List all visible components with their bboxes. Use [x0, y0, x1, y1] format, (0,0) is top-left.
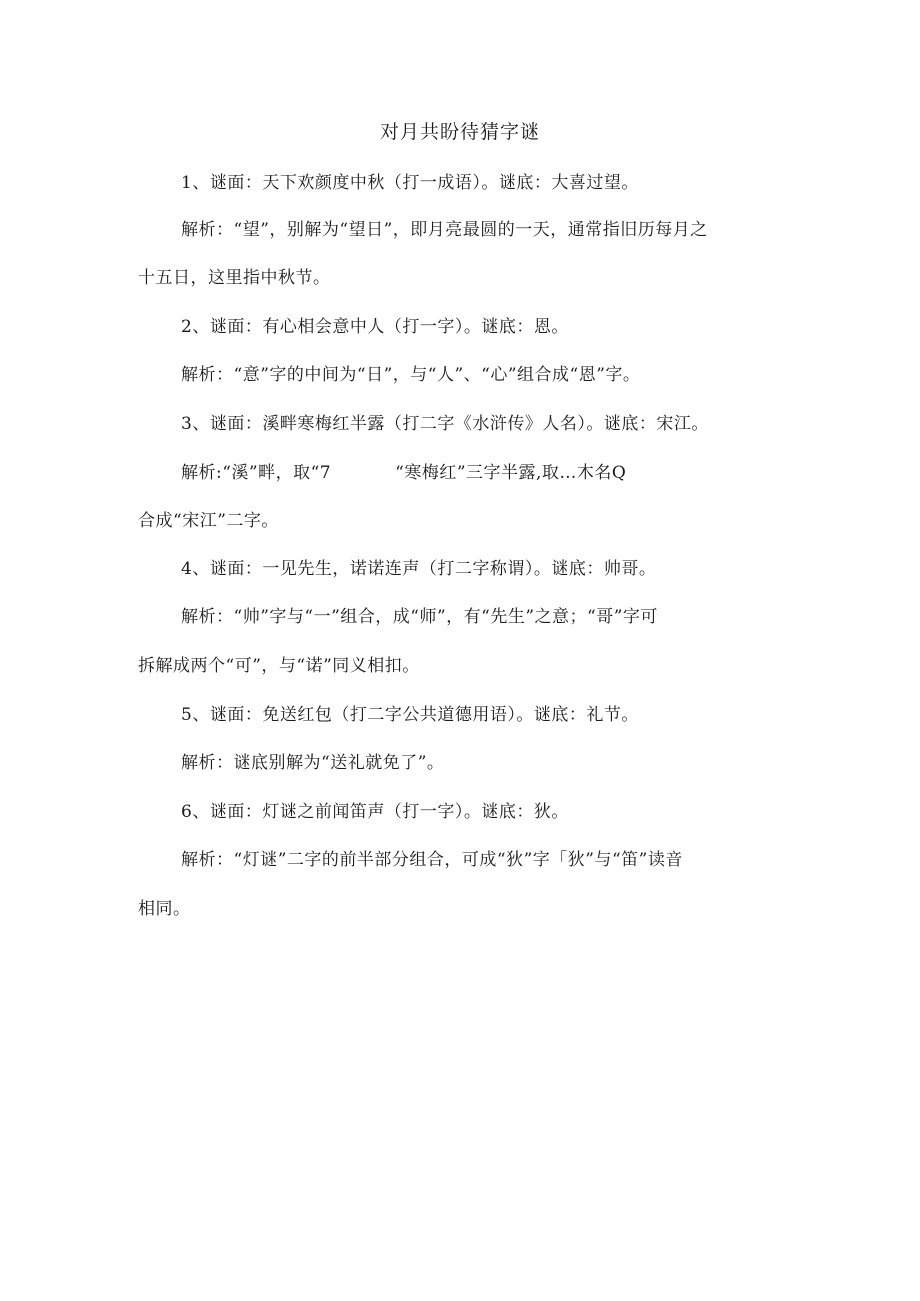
- riddle-4-question: 4、谜面：一见先生，诺诺连声（打二字称谓）。谜底：帅哥。: [181, 559, 657, 579]
- riddle-2-question: 2、谜面：有心相会意中人（打一字）。谜底：恩。: [181, 317, 569, 337]
- riddle-3-explanation-part-a: 解析:“溪”畔，取“7: [181, 463, 332, 483]
- riddle-6-question: 6、谜面：灯谜之前闻笛声（打一字）。谜底：狄。: [181, 802, 569, 822]
- riddle-4-explanation-cont: 拆解成两个“可”，与“诺”同义相扣。: [138, 656, 420, 676]
- riddle-3-explanation: [181, 460, 626, 486]
- document-title: 对月共盼待猜字谜: [379, 121, 540, 143]
- riddle-4-explanation: 解析：“帅”字与“一”组合，成“师”，有“先生”之意；“哥”字可: [181, 607, 658, 627]
- riddle-6-explanation-cont: 相同。: [138, 899, 191, 919]
- riddle-5-question: 5、谜面：免送红包（打二字公共道德用语）。谜底：礼节。: [181, 705, 639, 725]
- riddle-3-explanation-cont: 合成“宋江”二字。: [138, 511, 279, 531]
- riddle-1-question: 1、谜面：天下欢颜度中秋（打一成语）。谜底：大喜过望。: [181, 173, 639, 193]
- riddle-3-explanation-part-b: “寒梅红”三字半露,取…木名Q: [395, 463, 627, 483]
- riddle-2-explanation: 解析：“意”字的中间为“日”，与“人”、“心”组合成“恩”字。: [181, 365, 641, 385]
- riddle-6-explanation: 解析：“灯谜”二字的前半部分组合，可成“狄”字「狄”与“笛”读音: [181, 850, 683, 870]
- riddle-1-explanation: 解析：“望”，别解为“望日”，即月亮最圆的一天，通常指旧历每月之: [181, 220, 708, 240]
- riddle-1-explanation-cont: 十五日，这里指中秋节。: [138, 268, 331, 288]
- riddle-3-question: 3、谜面：溪畔寒梅红半露（打二字《水浒传》人名）。谜底：宋江。: [181, 414, 709, 434]
- riddle-5-explanation: 解析：谜底别解为“送礼就免了”。: [181, 753, 445, 773]
